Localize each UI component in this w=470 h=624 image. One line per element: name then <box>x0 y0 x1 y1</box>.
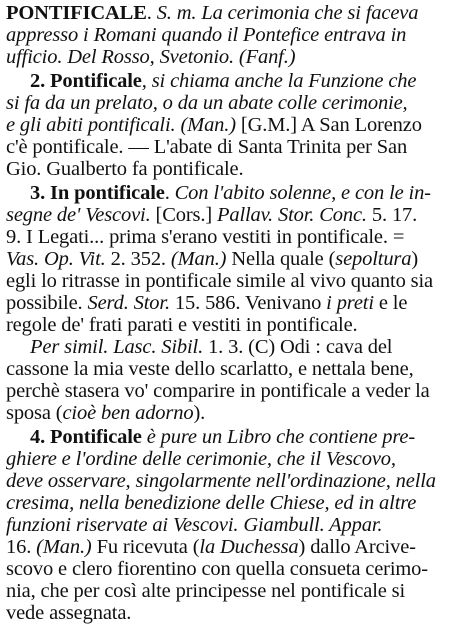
text-line <box>6 536 464 558</box>
text-line <box>6 92 464 114</box>
text-line <box>6 470 464 492</box>
text-segment: ) dallo Arcive- <box>298 536 416 558</box>
text-line <box>6 380 464 402</box>
text-line <box>6 204 464 226</box>
text-segment: [Cors.] <box>150 204 217 226</box>
text-segment: sposa ( <box>6 402 63 424</box>
text-line <box>6 24 464 46</box>
text-segment: . <box>146 2 157 24</box>
italic-text: ufficio. Del Rosso, Svetonio. (Fanf.) <box>6 46 296 68</box>
italic-text: (Man.) <box>170 248 227 270</box>
italic-text: segne de' Vescovi. <box>6 204 151 226</box>
entry-headword: PONTIFICALE <box>6 2 147 24</box>
text-segment: Fu ricevuta ( <box>91 536 200 558</box>
text-segment: perchè stasera vo' comparire in pontificale a veder la <box>6 380 430 402</box>
text-line <box>6 114 464 136</box>
italic-text: funzioni riservate ai Vescovi. Giambull. Appar. <box>6 514 383 536</box>
text-line <box>30 70 464 92</box>
text-line <box>6 358 464 380</box>
italic-text: sepoltura <box>335 248 412 270</box>
italic-text: i preti <box>326 292 374 314</box>
text-segment: possibile. <box>6 292 88 314</box>
text-segment: scovo e clero fiorentino con quella consueta cerimo- <box>6 558 428 580</box>
text-segment: c'è pontificale. — L'abate di Santa Trinita per San <box>6 136 408 158</box>
text-line <box>6 270 464 292</box>
text-line <box>30 336 464 358</box>
text-line <box>6 602 464 624</box>
italic-text: Serd. Stor. <box>87 292 170 314</box>
italic-text: cioè ben adorno <box>62 402 194 424</box>
text-line <box>6 448 464 470</box>
text-segment: 5. 17. <box>366 204 418 226</box>
entry-headword: 4. Pontificale <box>30 426 142 448</box>
italic-text: S. m. La cerimonia che si faceva <box>156 2 419 24</box>
text-segment: ) <box>411 248 419 270</box>
italic-text: (Man.) <box>36 536 92 558</box>
text-segment: [G.M.] A San Lorenzo <box>235 114 422 136</box>
text-line <box>6 46 464 68</box>
text-line <box>6 314 464 336</box>
text-line <box>6 558 464 580</box>
text-segment: nia, che per così alte principesse nel pontificale si <box>6 580 406 602</box>
italic-text: cresima, nella benedizione delle Chiese, ed in altre <box>6 492 417 514</box>
text-segment: cassone la mia veste dello scarlatto, e nettala bene, <box>6 358 414 380</box>
italic-text: Con l'abito solenne, e con le in- <box>174 182 431 204</box>
text-line <box>6 514 464 536</box>
italic-text: Per simil. Lasc. Sibil. <box>30 336 204 358</box>
text-segment: regole de' frati parati e vestiti in pontificale. <box>6 314 358 336</box>
text-line <box>30 182 464 204</box>
italic-text: , si chiama anche la Funzione che <box>141 70 417 92</box>
text-line <box>6 136 464 158</box>
text-segment: e le <box>373 292 408 314</box>
text-segment: 15. 586. Venivano <box>169 292 327 314</box>
italic-text: Vas. Op. Vit. <box>6 248 106 270</box>
text-segment: ). <box>193 402 206 424</box>
entry-headword: 2. Pontificale <box>30 70 142 92</box>
text-segment: 1. 3. (C) Odi : cava del <box>203 336 393 358</box>
text-line <box>6 248 464 270</box>
text-segment: Gio. Gualberto fa pontificale. <box>6 158 244 180</box>
text-line <box>30 426 464 448</box>
italic-text: e gli abiti pontificali. (Man.) <box>6 114 236 136</box>
text-segment: vede assegnata. <box>6 602 132 624</box>
text-segment: 2. 352. <box>105 248 171 270</box>
text-segment: . <box>164 182 175 204</box>
italic-text: appresso i Romani quando il Pontefice entrava in <box>6 24 407 46</box>
text-line <box>6 2 464 24</box>
text-line <box>6 226 464 248</box>
text-line <box>6 402 464 424</box>
italic-text: si fa da un prelato, o da un abate colle cerimonie, <box>6 92 408 114</box>
text-line <box>6 158 464 180</box>
italic-text: Pallav. Stor. Conc. <box>216 204 367 226</box>
text-segment: 16. <box>6 536 37 558</box>
italic-text: la Duchessa <box>199 536 299 558</box>
text-segment: Nella quale ( <box>226 248 336 270</box>
text-line <box>6 292 464 314</box>
entry-headword: 3. In pontificale <box>30 182 165 204</box>
text-line <box>6 580 464 602</box>
italic-text: deve osservare, singolarmente nell'ordinazione, nella <box>6 470 436 492</box>
italic-text: ghiere e l'ordine delle cerimonie, che il Vescovo, <box>6 448 396 470</box>
text-segment: egli lo ritrasse in pontificale simile al vivo quanto sia <box>6 270 433 292</box>
text-line <box>6 492 464 514</box>
text-segment: 9. I Legati... prima s'erano vestiti in pontificale. = <box>6 226 405 248</box>
italic-text: è pure un Libro che contiene pre- <box>141 426 416 448</box>
